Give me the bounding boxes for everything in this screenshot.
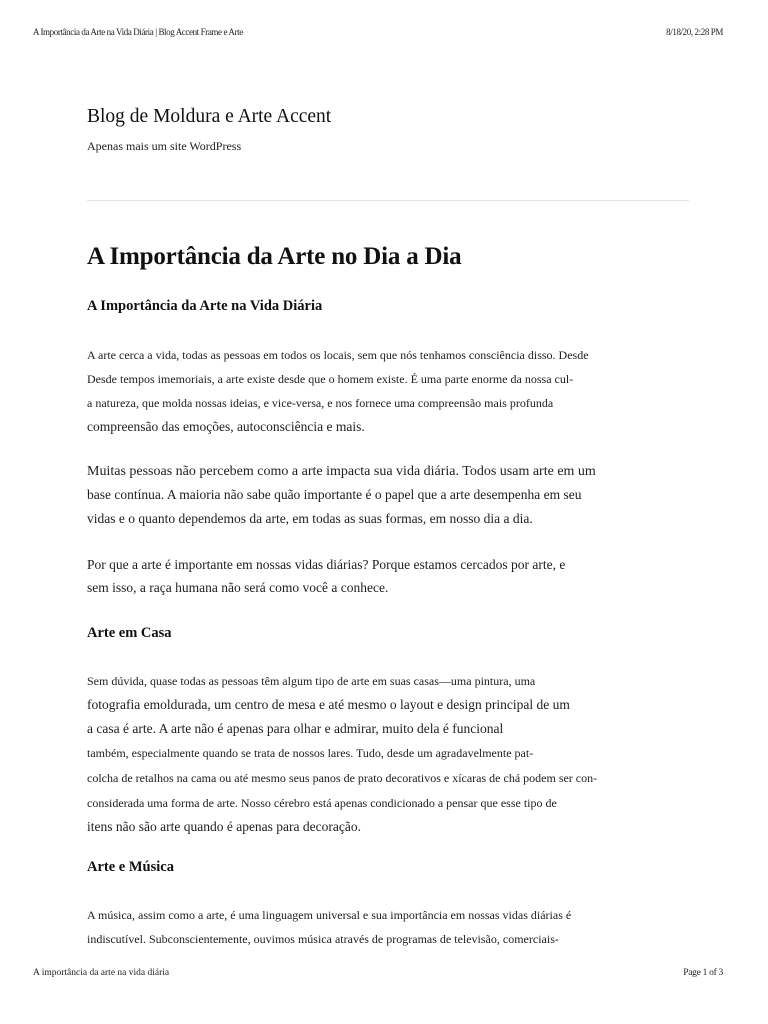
- paragraph-line: A música, assim como a arte, é uma linguagem universal e sua importância em nossas vidas diárias é: [87, 908, 572, 922]
- print-header: [33, 27, 723, 39]
- print-header-date: 8/18/20, 2:28 PM: [666, 27, 723, 37]
- paragraph-line: sem isso, a raça humana não será como você a conhece.: [87, 580, 389, 595]
- site-description: Apenas mais um site WordPress: [87, 139, 242, 153]
- paragraph-line: também, especialmente quando se trata de nossos lares. Tudo, desde um agradavelmente pat-: [87, 746, 534, 760]
- post-subtitle: A Importância da Arte na Vida Diária: [87, 298, 323, 314]
- post-title: A Importância da Arte no Dia a Dia: [87, 243, 462, 270]
- page-number: Page 1 of 3: [683, 968, 723, 978]
- print-footer-title: A importância da arte na vida diária: [33, 968, 170, 978]
- post-article: [87, 240, 667, 946]
- print-header-title: A Importância da Arte na Vida Diária | Blog Accent Frame e Arte: [33, 27, 243, 37]
- paragraph-line: Sem dúvida, quase todas as pessoas têm algum tipo de arte em suas casas—uma pintura, uma: [87, 674, 536, 688]
- paragraph-line: Por que a arte é importante em nossas vidas diárias? Porque estamos cercados por arte, e: [87, 557, 566, 572]
- heading-arte-em-casa: Arte em Casa: [87, 625, 172, 641]
- paragraph-line: Desde tempos imemoriais, a arte existe desde que o homem existe. É uma parte enorme da nossa cul-: [87, 372, 574, 386]
- paragraph-line: a casa é arte. A arte não é apenas para olhar e admirar, muito dela é funcional: [87, 721, 504, 736]
- paragraph-music: [87, 904, 571, 951]
- paragraph-line: base contínua. A maioria não sabe quão importante é o papel que a arte desempenha em seu: [87, 487, 582, 502]
- paragraph-impact: [87, 460, 596, 531]
- heading-arte-e-musica: Arte e Música: [87, 859, 174, 875]
- paragraph-line: Muitas pessoas não percebem como a arte impacta sua vida diária. Todos usam arte em um: [87, 464, 596, 479]
- header-divider: [87, 200, 689, 201]
- paragraph-line: indiscutível. Subconscientemente, ouvimos música através de programas de televisão, comerciais-: [87, 932, 559, 946]
- paragraph-line: colcha de retalhos na cama ou até mesmo seus panos de prato decorativos e xícaras de chá podem ser con-: [87, 771, 598, 785]
- paragraph-home-art: [87, 670, 597, 839]
- paragraph-line: fotografia emoldurada, um centro de mesa e até mesmo o layout e design principal de um: [87, 697, 570, 712]
- paragraph-line: A arte cerca a vida, todas as pessoas em todos os locais, sem que nós tenhamos consciência disso. Desde: [87, 348, 589, 362]
- print-footer: [33, 968, 723, 980]
- site-title-link[interactable]: Blog de Moldura e Arte Accent: [87, 106, 332, 127]
- paragraph-intro: [87, 344, 589, 439]
- paragraph-line: compreensão das emoções, autoconsciência e mais.: [87, 419, 365, 434]
- paragraph-line: considerada uma forma de arte. Nosso cérebro está apenas condicionado a pensar que esse tipo de: [87, 796, 557, 810]
- paragraph-line: vidas e o quanto dependemos da arte, em todas as suas formas, em nosso dia a dia.: [87, 511, 533, 526]
- paragraph-line: itens não são arte quando é apenas para decoração.: [87, 819, 361, 834]
- paragraph-line: a natureza, que molda nossas ideias, e vice-versa, e nos fornece uma compreensão mais profunda: [87, 396, 554, 410]
- paragraph-why: [87, 553, 565, 600]
- site-header: [87, 104, 689, 154]
